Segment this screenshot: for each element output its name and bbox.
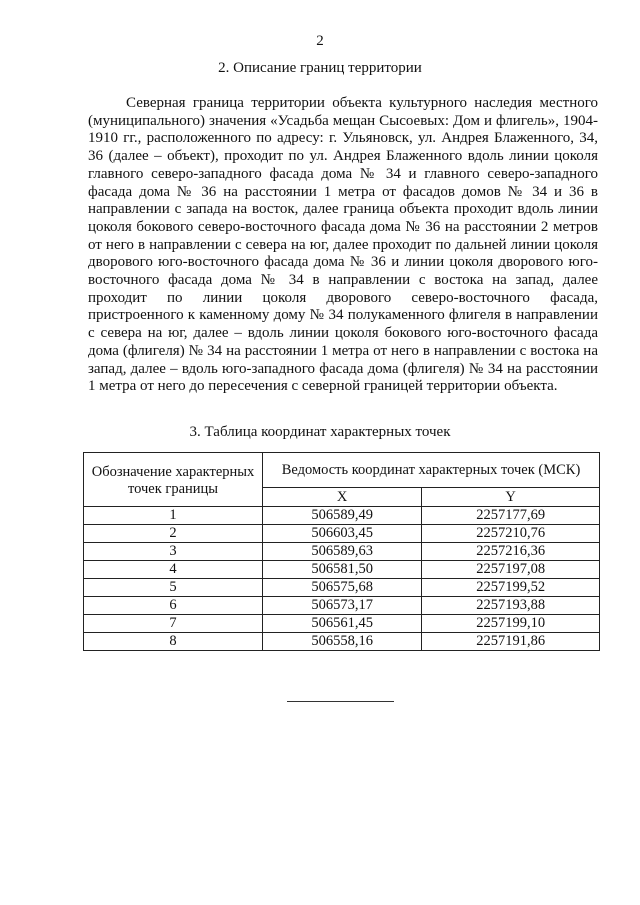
- point-number-cell: 5: [84, 579, 263, 597]
- table-row: [84, 615, 600, 633]
- section-3-heading: 3. Таблица координат характерных точек: [189, 424, 451, 440]
- table-row: [84, 633, 600, 651]
- x-coordinate-cell: 506581,50: [263, 561, 422, 579]
- table-row: [84, 579, 600, 597]
- x-coordinate-cell: 506573,17: [263, 597, 422, 615]
- y-coordinate-cell: 2257177,69: [422, 507, 600, 525]
- x-column-header: X: [263, 488, 422, 507]
- table-row: [84, 525, 600, 543]
- end-of-document-rule: [287, 701, 394, 702]
- point-number-cell: 6: [84, 597, 263, 615]
- y-coordinate-cell: 2257216,36: [422, 543, 600, 561]
- point-number-cell: 7: [84, 615, 263, 633]
- y-column-header: Y: [422, 488, 600, 507]
- y-coordinate-cell: 2257199,52: [422, 579, 600, 597]
- point-label-header: Обозначение характерных точек границы: [84, 453, 263, 507]
- x-coordinate-cell: 506558,16: [263, 633, 422, 651]
- coordinates-table: [83, 452, 600, 651]
- table-row: [84, 507, 600, 525]
- section-2-heading: 2. Описание границ территории: [218, 60, 422, 76]
- point-number-cell: 3: [84, 543, 263, 561]
- page-number: 2: [316, 33, 324, 49]
- x-coordinate-cell: 506561,45: [263, 615, 422, 633]
- y-coordinate-cell: 2257191,86: [422, 633, 600, 651]
- y-coordinate-cell: 2257197,08: [422, 561, 600, 579]
- table-row: [84, 561, 600, 579]
- y-coordinate-cell: 2257199,10: [422, 615, 600, 633]
- point-number-cell: 1: [84, 507, 263, 525]
- x-coordinate-cell: 506575,68: [263, 579, 422, 597]
- point-number-cell: 8: [84, 633, 263, 651]
- coordinates-group-header: Ведомость координат характерных точек (МСК): [263, 453, 600, 488]
- y-coordinate-cell: 2257193,88: [422, 597, 600, 615]
- boundary-description-paragraph: Северная граница территории объекта культурного наследия местного (муниципального) значения «Усадьба мещан Сысоевых: Дом и флигель», 1904-1910 гг., расположенного по адресу: г. Ульяновск, ул. Андрея Блаженного, 34, 36 (далее – объект), проходит по ул. Андрея Блаженного вдоль линии цоколя главного северо-западного фасада дома № 34 и главного северо-западного фасада дома № 36 на расстоянии 1 метра от фасадов домов № 34 и 36 в направлении с запада на восток, далее граница объекта проходит вдоль линии цоколя бокового северо-восточного фасада дома № 36 на расстоянии 2 метров от него в направлении с севера на юг, далее проходит по дальней линии цоколя дворового юго-восточного фасада дома № 36 и линии цоколя дворового юго-восточного фасада дома № 34 в направлении с востока на запад, далее проходит по линии цоколя дворового северо-восточного фасада, пристроенного к каменному дому № 34 полукаменного флигеля в направлении с севера на юг, далее – вдоль линии цоколя бокового юго-восточного фасада дома (флигеля) № 34 на расстоянии 1 метра от него в направлении с востока на запад, далее – вдоль юго-западного фасада дома (флигеля) № 34 на расстоянии 1 метра от него до пересечения с северной границей территории объекта.: [88, 95, 598, 395]
- table-row: [84, 597, 600, 615]
- y-coordinate-cell: 2257210,76: [422, 525, 600, 543]
- x-coordinate-cell: 506589,63: [263, 543, 422, 561]
- point-number-cell: 4: [84, 561, 263, 579]
- x-coordinate-cell: 506603,45: [263, 525, 422, 543]
- x-coordinate-cell: 506589,49: [263, 507, 422, 525]
- point-number-cell: 2: [84, 525, 263, 543]
- table-row: [84, 543, 600, 561]
